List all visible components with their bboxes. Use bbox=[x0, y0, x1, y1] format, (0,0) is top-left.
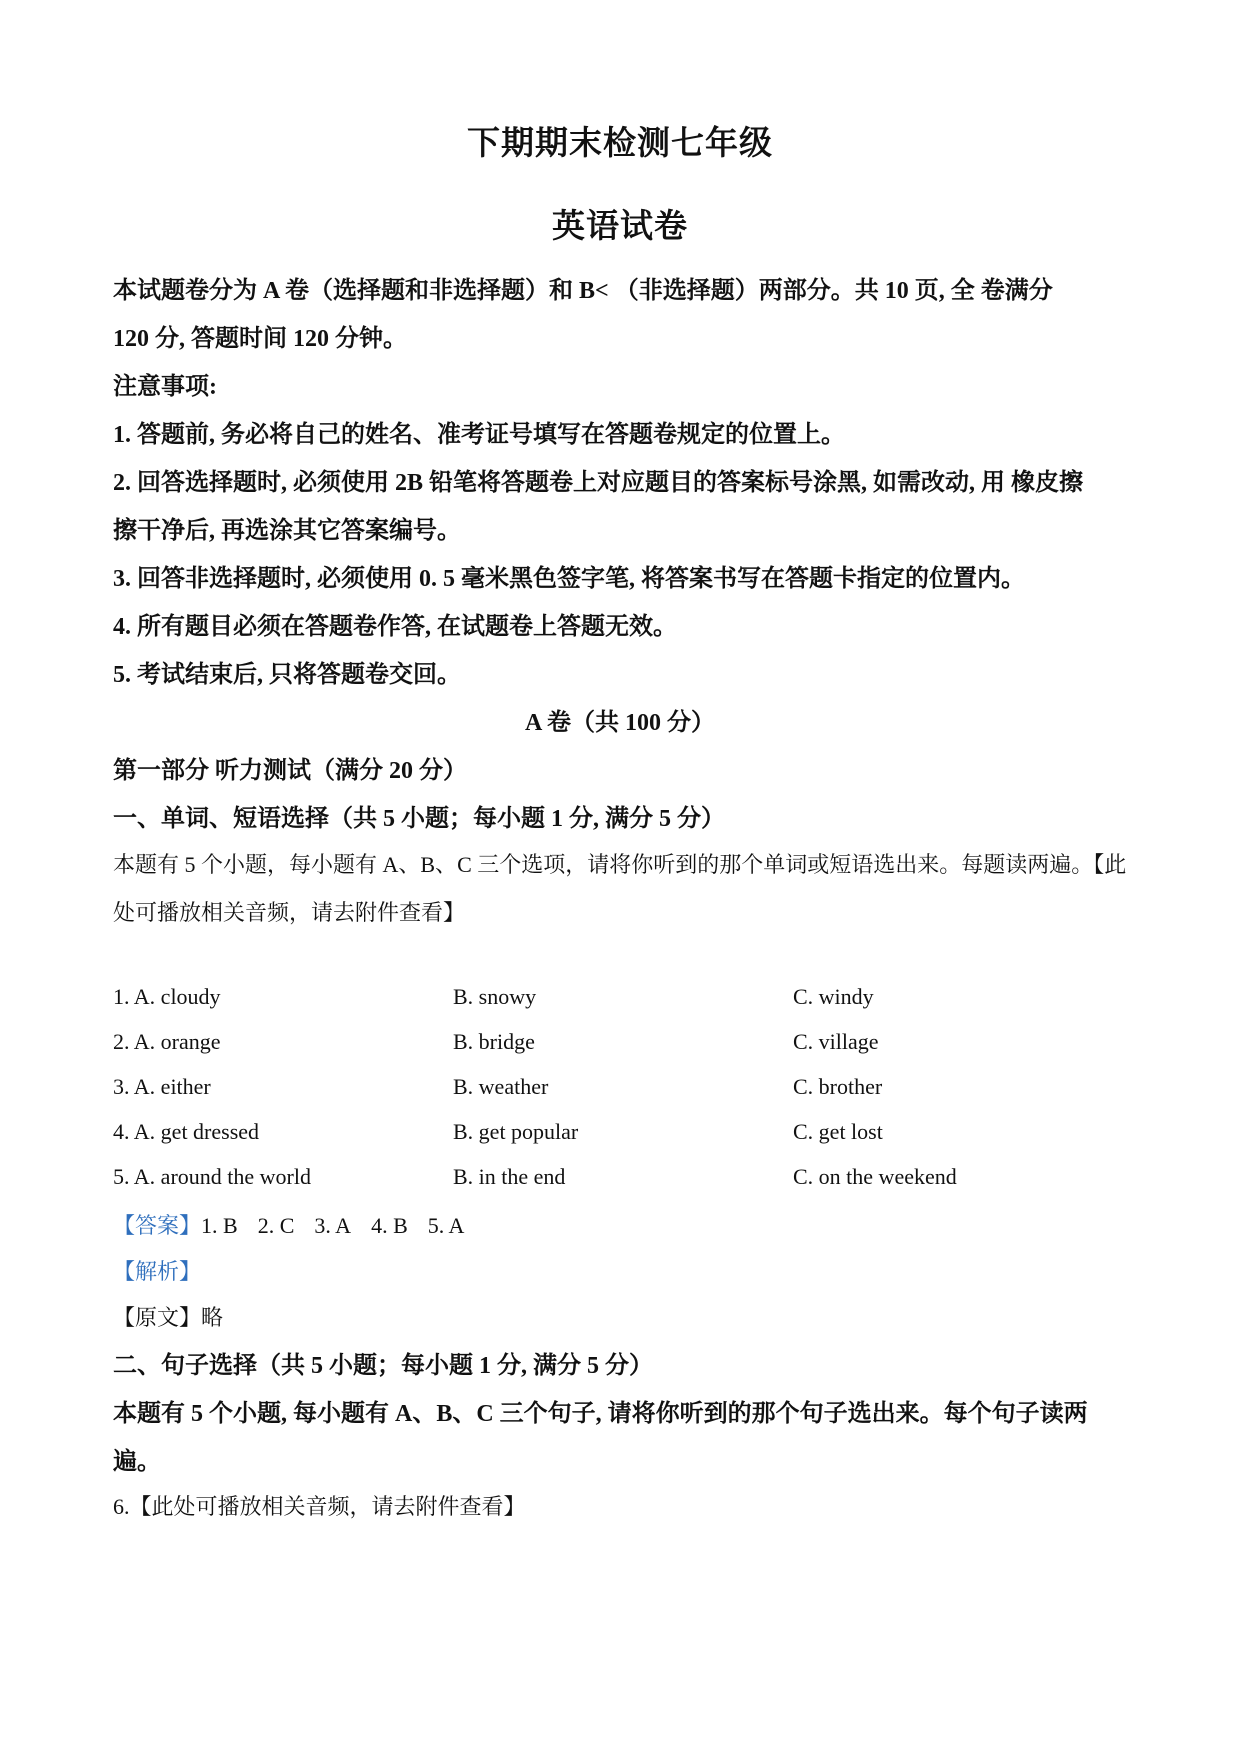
intro-line-2: 120 分, 答题时间 120 分钟。 bbox=[113, 326, 407, 352]
option-b: B. weather bbox=[453, 1074, 549, 1099]
instruction-2a: 本题有 5 个小题, 每小题有 A、B、C 三个句子, 请将你听到的那个句子选出来。每个句子读两 bbox=[113, 1401, 1088, 1427]
note-item-2b: 擦干净后, 再选涂其它答案编号。 bbox=[113, 518, 461, 544]
answer-item: 2. C bbox=[257, 1213, 295, 1238]
part-1-heading: 第一部分 听力测试（满分 20 分） bbox=[113, 758, 467, 784]
option-b: B. in the end bbox=[453, 1164, 566, 1189]
option-a: 1. A. cloudy bbox=[113, 984, 221, 1009]
intro-line-1: 本试题卷分为 A 卷（选择题和非选择题）和 B< （非选择题）两部分。共 10 页, 全 卷满分 bbox=[113, 278, 1053, 304]
option-b: B. get popular bbox=[453, 1119, 579, 1144]
question-row bbox=[113, 1164, 1143, 1196]
note-item-4: 4. 所有题目必须在答题卷作答, 在试题卷上答题无效。 bbox=[113, 614, 677, 640]
answer-item: 5. A bbox=[427, 1213, 465, 1238]
subsection-1-heading: 一、单词、短语选择（共 5 小题；每小题 1 分, 满分 5 分） bbox=[113, 806, 725, 832]
subsection-2-heading: 二、句子选择（共 5 小题；每小题 1 分, 满分 5 分） bbox=[113, 1353, 653, 1379]
option-a: 2. A. orange bbox=[113, 1029, 221, 1054]
option-b: B. bridge bbox=[453, 1029, 535, 1054]
answer-line bbox=[113, 1209, 484, 1240]
section-a-title: A 卷（共 100 分） bbox=[524, 710, 715, 736]
option-b: B. snowy bbox=[453, 984, 537, 1009]
question-row bbox=[113, 1074, 1143, 1106]
instruction-2b: 遍。 bbox=[113, 1449, 161, 1475]
notes-heading: 注意事项: bbox=[113, 374, 217, 400]
question-row bbox=[113, 984, 1143, 1016]
option-c: C. windy bbox=[793, 984, 874, 1009]
option-a: 3. A. either bbox=[113, 1074, 211, 1099]
answer-item: 3. A bbox=[314, 1213, 352, 1238]
note-item-1: 1. 答题前, 务必将自己的姓名、准考证号填写在答题卷规定的位置上。 bbox=[113, 422, 845, 448]
instruction-1a: 本题有 5 个小题，每小题有 A、B、C 三个选项，请将你听到的那个单词或短语选出来。每题读两遍。【此 bbox=[113, 852, 1127, 877]
page-title: 下期期末检测七年级 bbox=[467, 126, 773, 162]
instruction-1b: 处可播放相关音频，请去附件查看】 bbox=[113, 900, 466, 925]
option-c: C. brother bbox=[793, 1074, 883, 1099]
option-c: C. village bbox=[793, 1029, 879, 1054]
note-item-5: 5. 考试结束后, 只将答题卷交回。 bbox=[113, 662, 461, 688]
option-c: C. on the weekend bbox=[793, 1164, 957, 1189]
answer-label: 【答案】 bbox=[113, 1213, 202, 1238]
answer-item: 4. B bbox=[371, 1213, 408, 1238]
page-subtitle: 英语试卷 bbox=[552, 209, 688, 245]
original-text-note: 【原文】略 bbox=[113, 1305, 224, 1330]
answer-item: 1. B bbox=[201, 1213, 238, 1238]
question-row bbox=[113, 1119, 1143, 1151]
option-a: 5. A. around the world bbox=[113, 1164, 311, 1189]
option-c: C. get lost bbox=[793, 1119, 883, 1144]
option-a: 4. A. get dressed bbox=[113, 1119, 260, 1144]
question-row bbox=[113, 1029, 1143, 1061]
note-item-3: 3. 回答非选择题时, 必须使用 0. 5 毫米黑色签字笔, 将答案书写在答题卡指定的位置内。 bbox=[113, 566, 1025, 592]
note-item-2a: 2. 回答选择题时, 必须使用 2B 铅笔将答题卷上对应题目的答案标号涂黑, 如需改动, 用 橡皮擦 bbox=[113, 470, 1084, 496]
question-6: 6.【此处可播放相关音频，请去附件查看】 bbox=[113, 1494, 526, 1519]
analysis-label: 【解析】 bbox=[113, 1259, 202, 1284]
